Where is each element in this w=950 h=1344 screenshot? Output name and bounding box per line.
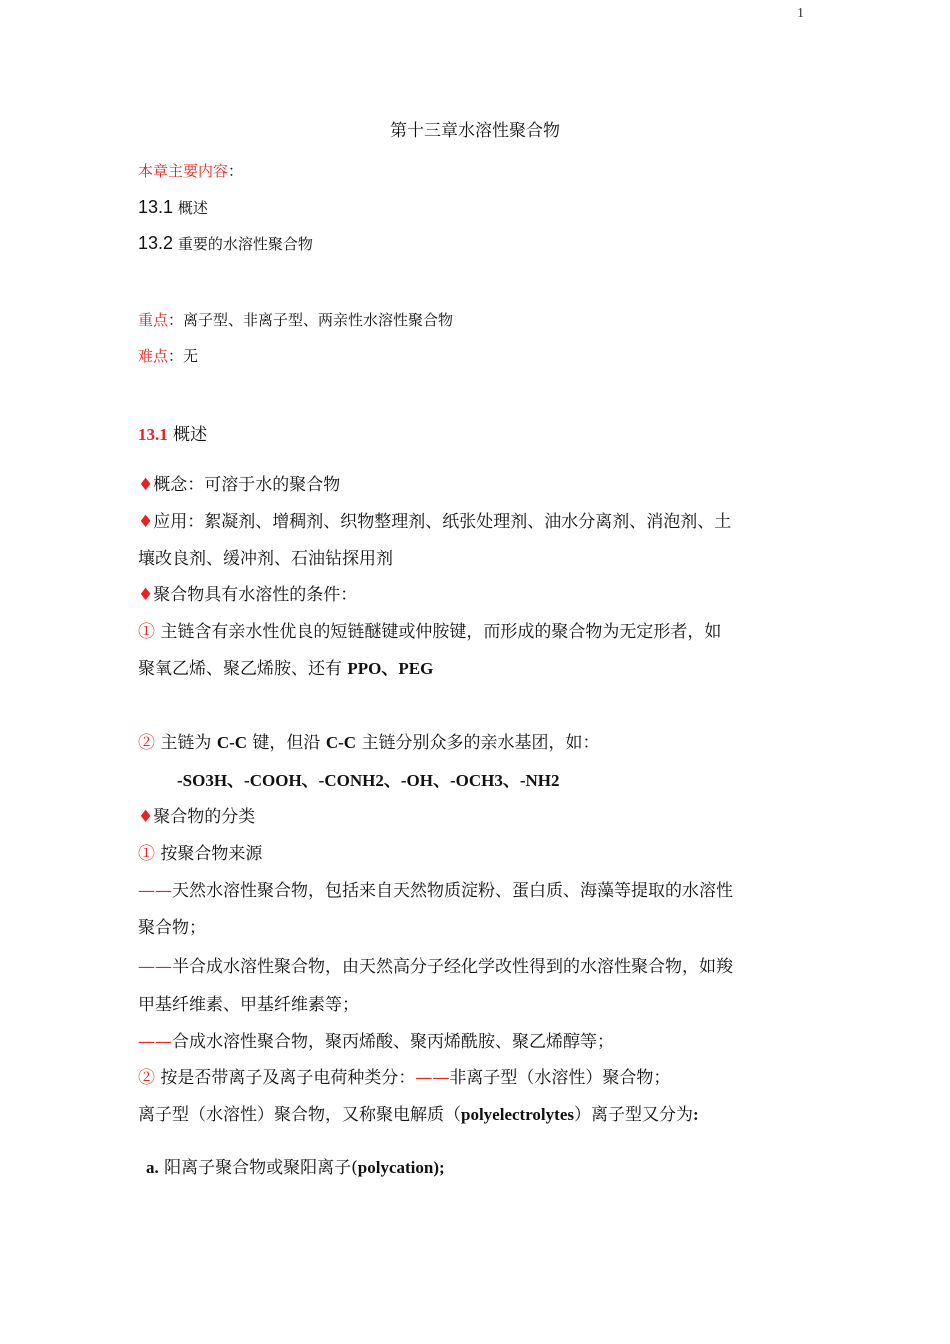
semi-line-2: 甲基纤维素、甲基纤维素等； [138, 995, 359, 1015]
key-points [138, 309, 453, 330]
dash-marker: —— [138, 881, 172, 901]
by-charge-line [138, 1063, 670, 1088]
conditions-heading-text: 聚合物具有水溶性的条件： [153, 585, 358, 605]
hydrophilic-groups: -SO3H、-COOH、-CONH2、-OH、-OCH3、-NH2 [177, 771, 560, 790]
by-source-text: 按聚合物来源 [155, 844, 263, 864]
contents-colon: ： [228, 162, 244, 180]
polyelectrolytes-term: polyelectrolytes [461, 1105, 574, 1124]
dash-marker: —— [415, 1068, 450, 1088]
conditions-heading [138, 580, 357, 605]
key-points-text: ：离子型、非离子型、两亲性水溶性聚合物 [168, 311, 454, 329]
difficult-points-label: 难点 [138, 347, 169, 365]
sub-item-a [146, 1153, 445, 1178]
cc-bond-a: C-C [216, 733, 248, 752]
condition-1-abbrev: PPO、PEG [347, 659, 434, 678]
by-charge-text: 按是否带离子及离子电荷种类分： [155, 1068, 416, 1088]
classification-heading [138, 802, 255, 827]
difficult-points [138, 345, 198, 366]
ionic-text-a: 离子型（水溶性）聚合物，又称聚电解质（ [138, 1105, 461, 1125]
natural-text: 天然水溶性聚合物，包括来自天然物质淀粉、蛋白质、海藻等提取的水溶性 [172, 881, 733, 901]
contents-label: 本章主要内容 [138, 162, 229, 180]
contents-heading [138, 160, 243, 181]
condition-1-examples: 聚氧乙烯、聚乙烯胺、还有 [138, 659, 348, 679]
chapter-title: 第十三章水溶性聚合物 [390, 121, 560, 141]
contents-item-num: 13.2 [138, 233, 174, 253]
circled-one-marker: ① [138, 844, 155, 864]
natural-line-1 [138, 876, 733, 901]
classification-heading-text: 聚合物的分类 [153, 807, 256, 827]
diamond-bullet-icon: ♦ [138, 807, 154, 827]
circled-one-marker: ① [138, 622, 155, 642]
section-heading [138, 420, 207, 445]
circled-two-marker: ② [138, 1068, 155, 1088]
condition-1-line-1 [138, 617, 721, 642]
diamond-bullet-icon: ♦ [138, 475, 154, 495]
page-number: 1 [797, 6, 804, 21]
contents-item-text: 重要的水溶性聚合物 [173, 235, 313, 253]
condition-2-text-b: 键，但沿 [247, 733, 326, 753]
dash-marker: —— [138, 1032, 172, 1052]
semi-line-1 [138, 952, 733, 977]
sub-item-a-label: a. [146, 1158, 159, 1177]
section-number: 13.1 [138, 425, 168, 444]
condition-2-line [138, 728, 599, 753]
dash-marker: —— [138, 957, 172, 977]
condition-2-text-a: 主链为 [155, 733, 217, 753]
synthetic-text: 合成水溶性聚合物，聚丙烯酸、聚丙烯酰胺、聚乙烯醇等； [172, 1032, 614, 1052]
semi-text: 半合成水溶性聚合物，由天然高分子经化学改性得到的水溶性聚合物，如羧 [172, 957, 733, 977]
concept-line [138, 470, 340, 495]
condition-2-text-c: 主链分别众多的亲水基团，如： [356, 733, 600, 753]
ionic-colon: : [692, 1105, 699, 1124]
polycation-term: polycation); [357, 1158, 445, 1177]
concept-text: 概念：可溶于水的聚合物 [153, 475, 341, 495]
application-line-1 [138, 507, 731, 532]
ionic-text-b: ）离子型又分为 [573, 1105, 693, 1125]
ionic-line [138, 1100, 699, 1125]
contents-item-text: 概述 [173, 199, 208, 217]
contents-item-2 [138, 233, 313, 254]
contents-item-1 [138, 197, 208, 218]
nonionic-text: 非离子型（水溶性）聚合物； [449, 1068, 671, 1088]
application-line-2: 壤改良剂、缓冲剂、石油钻探用剂 [138, 549, 393, 569]
sub-item-a-text: 阳离子聚合物或聚阳离子( [158, 1158, 358, 1178]
difficult-points-text: ：无 [168, 347, 199, 365]
synthetic-line [138, 1027, 614, 1052]
key-points-label: 重点 [138, 311, 169, 329]
contents-item-num: 13.1 [138, 197, 174, 217]
application-text: 应用：絮凝剂、增稠剂、织物整理剂、纸张处理剂、油水分离剂、消泡剂、土 [153, 512, 732, 532]
diamond-bullet-icon: ♦ [138, 512, 154, 532]
circled-two-marker: ② [138, 733, 155, 753]
condition-1-text: 主链含有亲水性优良的短链醚键或仲胺键，而形成的聚合物为无定形者，如 [155, 622, 722, 642]
cc-bond-b: C-C [325, 733, 357, 752]
diamond-bullet-icon: ♦ [138, 585, 154, 605]
section-title: 概述 [167, 425, 208, 445]
natural-line-2: 聚合物； [138, 918, 206, 938]
condition-1-line-2 [138, 654, 433, 679]
by-source-line [138, 839, 262, 864]
